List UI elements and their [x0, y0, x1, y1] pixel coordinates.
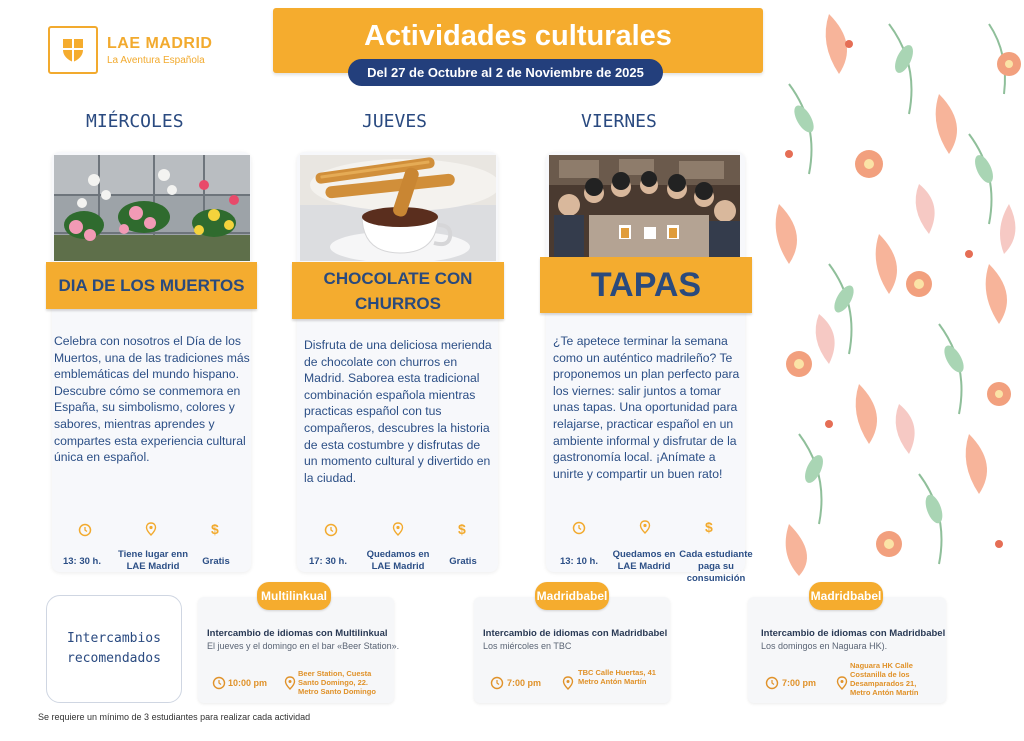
exchange-subtitle: Los miércoles en TBC [483, 641, 572, 651]
activity-place: Quedamos en LAE Madrid [366, 549, 430, 572]
clock-icon [572, 521, 586, 535]
flowers-photo [54, 155, 250, 261]
clock-icon [212, 676, 226, 690]
clock-icon [765, 676, 779, 690]
activity-description: Disfruta de una deliciosa merienda de chocolate con churros en Madrid. Saborea esta tradicional combinación española mientras practicas español con tus compañeros, descubres la historia de esta costumbre y disfrutas de un momento cultural y divertido en la ciudad. [304, 338, 492, 485]
recommended-exchanges-box [46, 595, 182, 703]
activity-time: 13: 30 h. [62, 556, 102, 567]
exchange-title: Intercambio de idiomas con Madridbabel [483, 628, 668, 639]
day-label-wednesday: MIÉRCOLES [86, 111, 184, 132]
activity-description: Celebra con nosotros el Día de los Muertos, una de las tradiciones más emblemáticas del mundo hispano. Descubre cómo se conmemora en España, su simbolismo, colores y sabores, mientras aprendes y compartes esta experiencia cultural única en español. [54, 334, 250, 465]
activity-banner: CHOCOLATE CON CHURROS [292, 262, 504, 319]
activity-banner: TAPAS [540, 257, 752, 313]
recommended-exchanges-heading: Intercambios recomendados [67, 631, 161, 666]
activity-price: Cada estudiante paga su consumición [679, 549, 753, 584]
activity-price: Gratis [202, 556, 230, 567]
activity-time: 13: 10 h. [559, 556, 599, 567]
activity-place: Tiene lugar enn LAE Madrid [117, 549, 189, 572]
location-pin-icon [144, 522, 158, 536]
day-label-friday: VIERNES [581, 111, 657, 132]
logo [48, 26, 212, 74]
location-pin-icon [835, 676, 849, 690]
activity-banner: DIA DE LOS MUERTOS [46, 262, 257, 309]
logo-frame [48, 26, 98, 74]
clock-icon [78, 523, 92, 537]
logo-subtitle: La Aventura Española [107, 54, 205, 66]
exchange-title: Intercambio de idiomas con Madridbabel [761, 628, 946, 639]
exchange-place: Beer Station, Cuesta Santo Domingo, 22. Metro Santo Domingo [298, 669, 376, 696]
page-title: Actividades culturales [364, 20, 672, 52]
clock-icon [490, 676, 504, 690]
date-range-badge: Del 27 de Octubre al 2 de Noviembre de 2025 [348, 59, 663, 86]
day-label-thursday: JUEVES [362, 111, 428, 132]
dollar-icon: $ [458, 521, 466, 537]
activity-place: Quedamos en LAE Madrid [612, 549, 676, 572]
location-pin-icon [638, 520, 652, 534]
activity-price: Gratis [449, 556, 477, 567]
floral-decoration [769, 4, 1024, 576]
location-pin-icon [561, 676, 575, 690]
footnote: Se requiere un mínimo de 3 estudiantes para realizar cada actividad [38, 712, 311, 722]
exchange-title: Intercambio de idiomas con Multilinkual [207, 628, 388, 639]
exchange-tag: Madridbabel [535, 582, 609, 610]
exchange-subtitle: Los domingos en Naguara HK). [761, 641, 888, 651]
dollar-icon: $ [211, 521, 219, 537]
churros-photo [300, 155, 496, 261]
exchange-time: 7:00 pm [507, 678, 542, 688]
exchange-subtitle: El jueves y el domingo en el bar «Beer Station». [207, 641, 400, 651]
logo-title: LAE MADRID [107, 34, 213, 52]
exchange-tag: Multilinkual [257, 582, 331, 610]
exchange-time: 10:00 pm [228, 678, 268, 688]
location-pin-icon [391, 522, 405, 536]
activity-description: ¿Te apetece terminar la semana como un auténtico madrileño? Te proponemos un plan perfecto para los viernes: salir juntos a tomar unas tapas. Una oportunidad para relajarse, practicar español en un ambiente informal y disfrutar de la gastronomía local. ¡Anímate a unirte y compartir un buen rato! [553, 334, 740, 481]
exchange-place: TBC Calle Huertas, 41 Metro Antón Martín [578, 668, 656, 686]
dollar-icon: $ [705, 519, 713, 535]
tapas-friends-photo [549, 155, 740, 261]
activity-time: 17: 30 h. [308, 556, 348, 567]
exchange-place: Naguara HK Calle Costanilla de los Desamparados 21, Metro Antón Martín [850, 661, 919, 697]
shield-icon [61, 37, 85, 63]
exchange-time: 7:00 pm [782, 678, 817, 688]
exchange-tag: Madridbabel [809, 582, 883, 610]
location-pin-icon [283, 676, 297, 690]
clock-icon [324, 523, 338, 537]
